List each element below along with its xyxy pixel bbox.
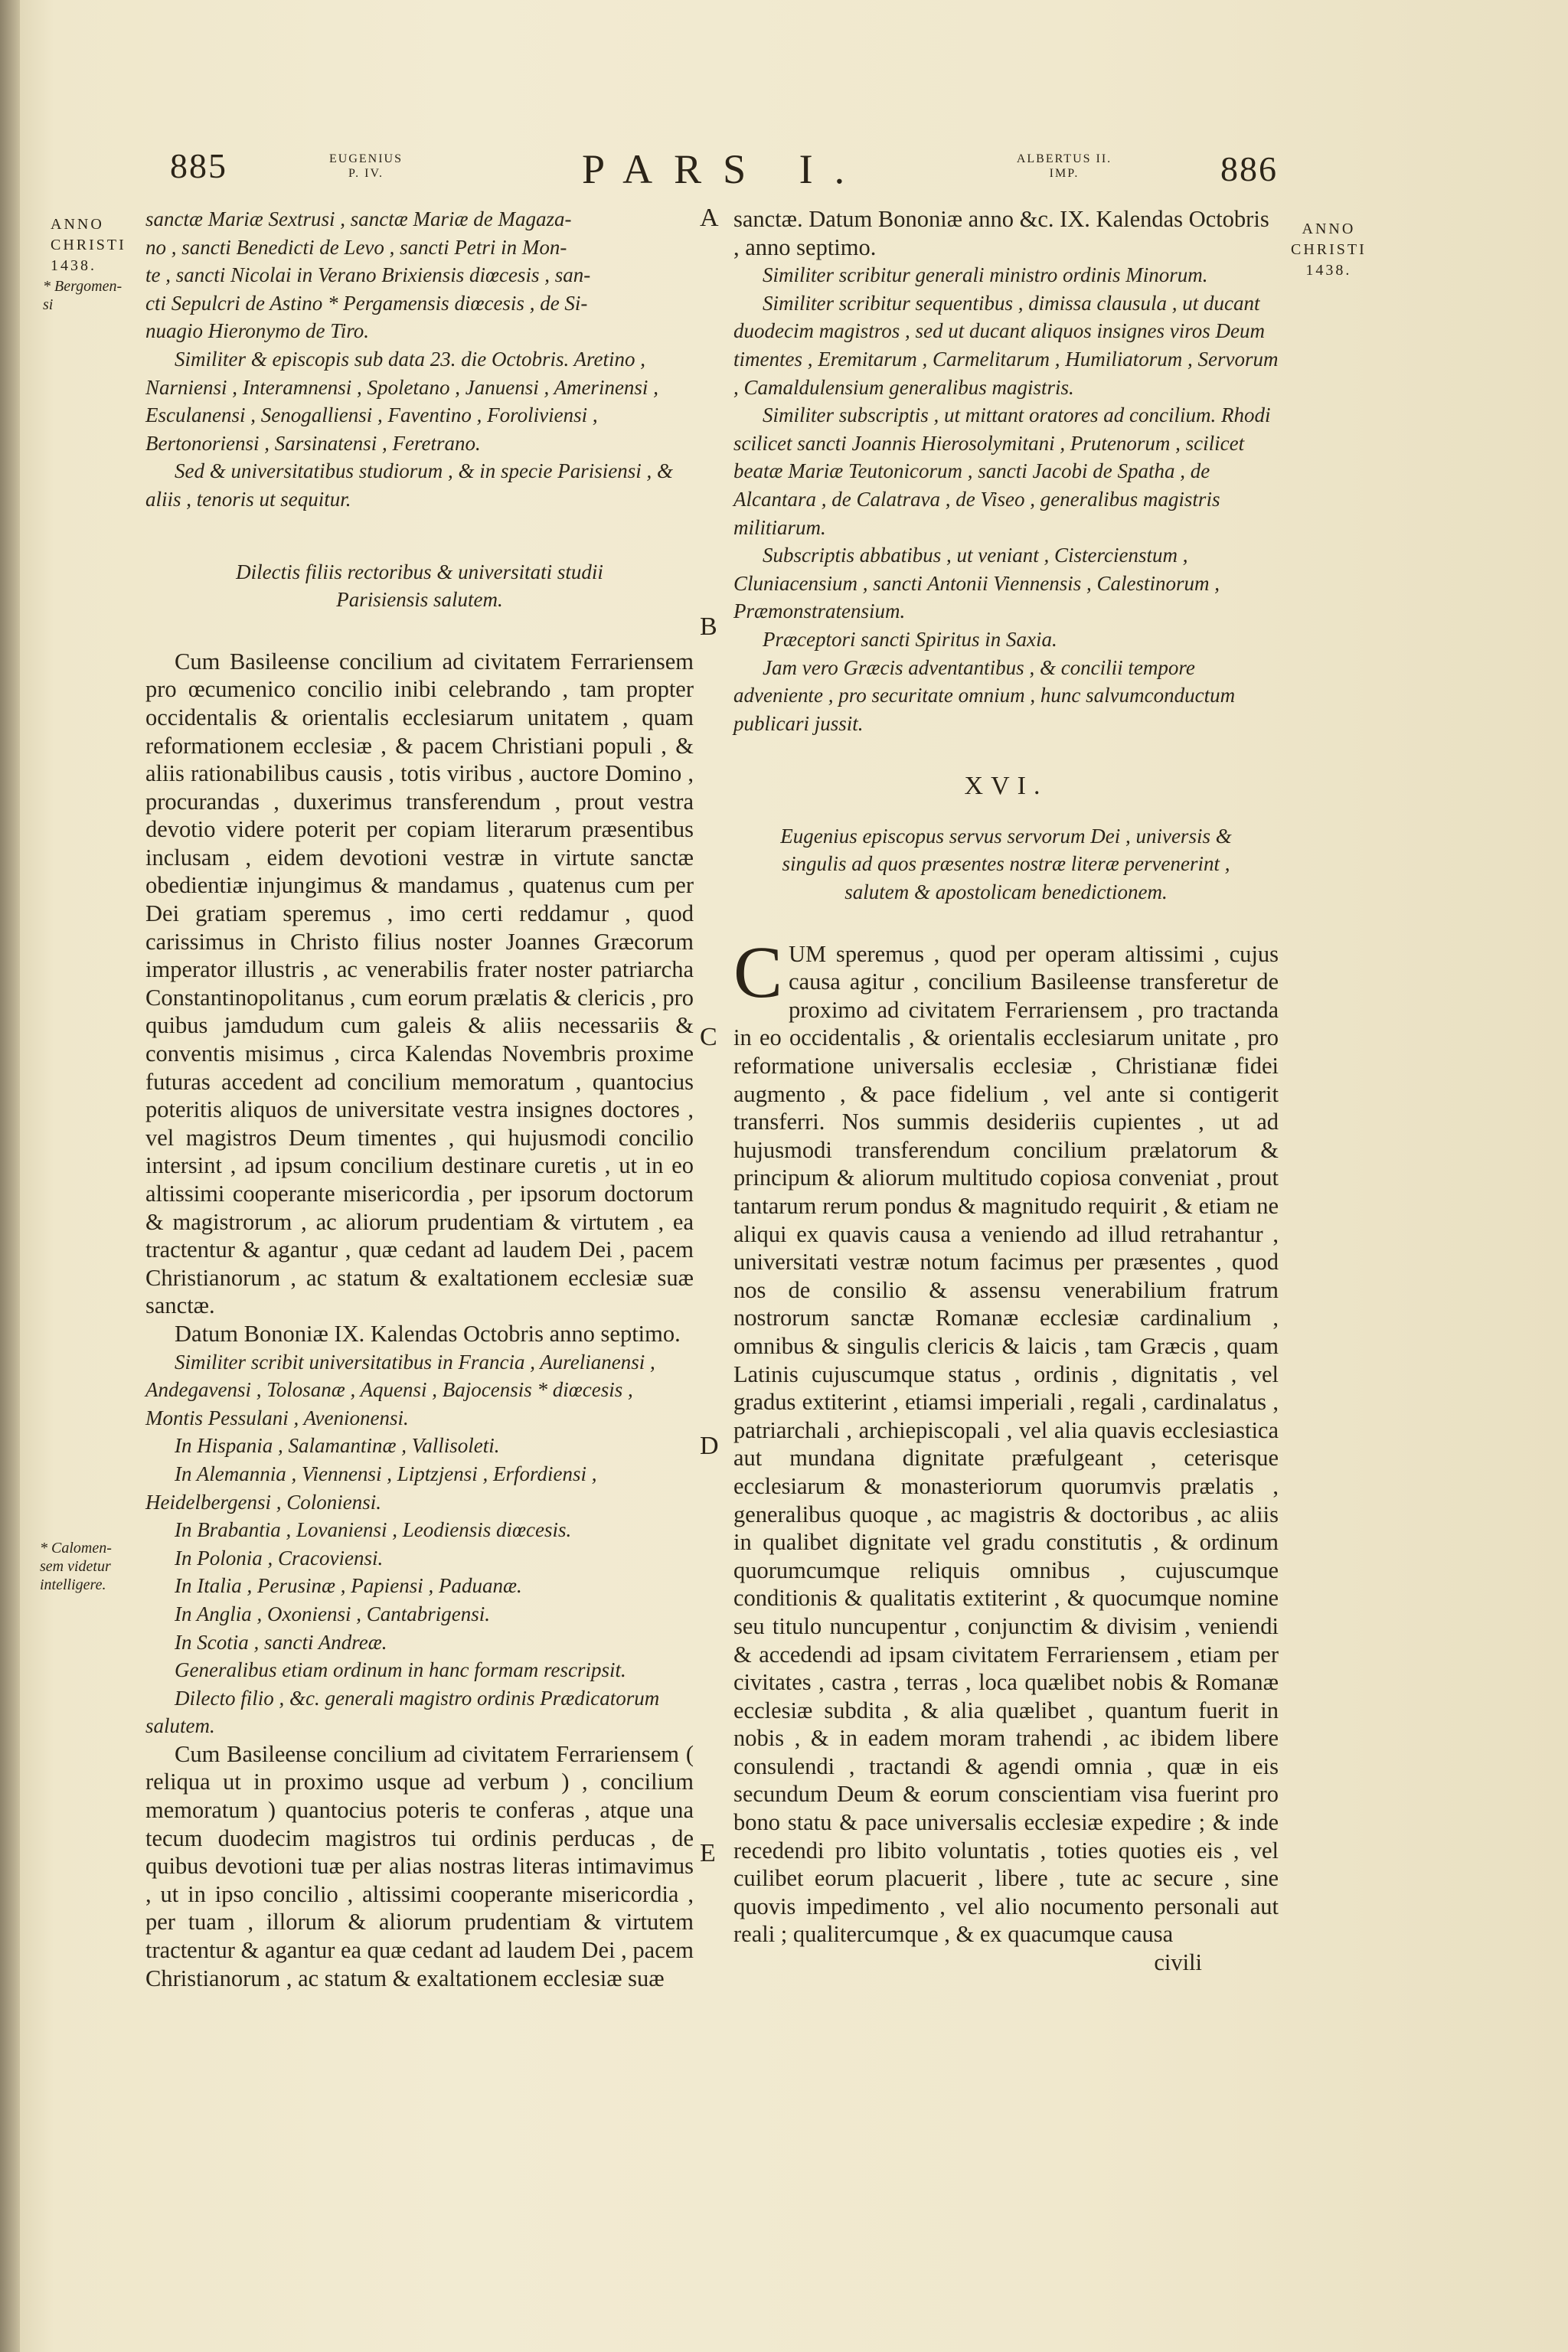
margin-year-left [51,214,126,276]
margin-year-line: 1438. [1305,262,1352,279]
address-line: Parisiensis salutem. [336,588,503,612]
nation-item: In Hispania , Salamantinæ , Vallisoleti. [175,1434,500,1458]
section-mark-d: D [700,1432,719,1460]
page-number-right: 886 [1220,149,1278,188]
running-head-left [320,152,412,181]
page-header [0,145,1568,199]
intro-line: te , sancti Nicolai in Verano Brixiensis diœcesis , san- [145,263,591,287]
second-letter-body: Cum Basileense concilium ad civitatem Ferrariensem ( reliqua ut in proximo usque ad verbum ) , concilium memoratum ) quantocius poteris te conferas , atque una tecum duodecim magistros tui ordinis perducas , de quibus devotioni tuæ per alias nostras literas intimavimus , ut in ipso concilio , altissimi cooperante misericordia , per tuam , illorum & aliorum prudentiam & virtutem tractentur & agantur ea quæ cedant ad laudem Dei , pacem Christianorum , ac statum & exaltationem ecclesiæ suæ [145,1740,694,1991]
nations-list [145,1432,694,1656]
document-numeral: XVI. [964,772,1048,801]
nation-item: In Italia , Perusinæ , Papiensi , Paduanæ. [175,1574,522,1598]
subscriptis-paragraph: Similiter subscriptis , ut mittant oratores ad concilium. Rhodi scilicet sancti Joannis Hierosolymitani , Prutenorum , scilicet beatæ Mariæ Teutonicorum , sancti Jacobi de Spatha , de Alcantara , de Calatrava , de Viseo , generalibus magistris militiarum. [733,403,1271,539]
sequentibus-paragraph: Similiter scribitur sequentibus , dimissa clausula , ut ducant duodecim magistros , sed ut ducant aliquos insignes viros Deum timentes , Eremitarum , Carmelitarum , Humiliatorum , Servorum , Camaldulensium generalibus magistris. [733,291,1279,399]
page-number-left: 885 [170,146,227,185]
universitatibus-paragraph: Sed & universitatibus studiorum , & in specie Parisiensi , & aliis , tenoris ut sequitur. [145,459,673,511]
intro-line: sanctæ Mariæ Sextrusi , sanctæ Mariæ de Magaza- [145,207,572,230]
nation-item: In Anglia , Oxoniensi , Cantabrigensi. [175,1602,490,1625]
nation-item: In Brabantia , Lovaniensi , Leodiensis diœcesis. [175,1518,572,1542]
bull-heading: Eugenius episcopus servus servorum Dei , universis & singulis ad quos præsentes nostræ literæ pervenerint , salutem & apostolicam benedictionem. [780,824,1232,904]
drop-cap: C [733,930,783,1013]
running-head-right-line: IMP. [1049,167,1080,180]
margin-note-bergomensi [43,277,122,314]
dilecto-address: Dilecto filio , &c. generali magistro ordinis Prædicatorum salutem. [145,1686,660,1738]
running-head-left-line: P. IV. [348,167,384,180]
section-mark-c: C [700,1023,717,1051]
running-head-left-line: EUGENIUS [329,152,403,165]
continuation-line: sanctæ. Datum Bononiæ anno &c. IX. Kalendas Octobris , anno septimo. [733,206,1269,260]
margin-note-line: sem videtur [40,1558,111,1575]
left-column [145,205,694,1992]
bull-body [733,930,1279,1949]
letter-address [145,558,694,614]
section-mark-a: A [700,204,719,232]
page-title: PARS I. [582,146,867,192]
book-binding-edge [0,0,20,2352]
margin-year-line: ANNO [51,216,104,233]
right-column [733,205,1279,1977]
letter-body: Cum Basileense concilium ad civitatem Ferrariensem pro œcumenico concilio inibi celebrando , tam propter occidentalis & orientalis ecclesiarum unitatem , quam reformationem ecclesiæ , & pacem Christiani populi , & aliis rationabilibus causis , totis viribus , auctore Domino , procurandas , duxerimus transferendum , prout vestra devotio videre poterit per copiam literarum præsentibus inclusam , eidem devotioni vestræ in virtute sanctæ obedientiæ injungimus & mandamus , quatenus cum per Dei gratiam speremus , imo certi reddamur , quod carissimus in Christo filius noster Joannes Græcorum imperator illustris , ac venerabilis frater noster patriarcha Constantinopolitanus , cum eorum prælatis & clericis , pro quibus jamdudum cum galeis & aliis necessariis & conventis misimus , circa Kalendas Novembris proxime futuras accedent ad concilium memoratum , quantocius poteritis aliquos de universitate vestra insignes doctores , vel magistros Deum timentes , qui hujusmodi concilio intersint , ad ipsum concilium destinare curetis , ut in eo altissimi cooperante misericordia , per ipsorum doctorum & magistrorum , ac aliorum prudentiam & virtutem , ea tractentur & agantur , quæ cedant ad laudem Dei , pacem Christianorum , ac statum & exaltationem ecclesiæ suæ sanctæ. [145,648,694,1319]
intro-line: cti Sepulcri de Astino * Pergamensis diœcesis , de Si- [145,291,588,315]
margin-note-line: * Calomen- [40,1540,112,1557]
graecis-paragraph: Jam vero Græcis adventantibus , & concilii tempore adveniente , pro securitate omnium , hunc salvumconductum publicari jussit. [733,655,1236,735]
praeceptori-line: Præceptori sancti Spiritus in Saxia. [763,627,1057,651]
margin-note-line: * Bergomen- [43,278,122,295]
margin-year-line: CHRISTI [1291,241,1367,258]
intro-list [145,205,694,345]
nation-item: In Scotia , sancti Andreæ. [175,1630,387,1654]
section-mark-e: E [700,1839,716,1867]
running-head-right [1003,152,1125,181]
universitatibus-francia: Similiter scribit universitatibus in Francia , Aurelianensi , Andegavensi , Tolosanæ , Aquensi , Bajocensis * diœcesis , Montis Pessulani , Avenionensi. [145,1350,655,1429]
address-line: Dilectis filiis rectoribus & universitati studii [236,560,603,583]
minister-line: Similiter scribitur generali ministro ordinis Minorum. [763,263,1208,287]
generalibus-line: Generalibus etiam ordinum in hanc formam rescripsit. [175,1658,626,1682]
running-head-right-line: ALBERTUS II. [1016,152,1112,165]
section-mark-b: B [700,612,717,641]
abbatibus-paragraph: Subscriptis abbatibus , ut veniant , Cistercienstum , Cluniacensium , sancti Antonii Viennensis , Calestinorum , Præmonstratensium. [733,544,1220,623]
intro-line: no , sancti Benedicti de Levo , sancti Petri in Mon- [145,235,567,259]
margin-year-right [1291,219,1367,281]
nation-item: In Alemannia , Viennensi , Liptzjensi , Erfordiensi , Heidelbergensi , Coloniensi. [145,1462,597,1514]
nation-item: In Polonia , Cracoviensi. [175,1546,384,1570]
margin-year-line: CHRISTI [51,237,126,253]
catchword: civili [1154,1949,1202,1976]
bull-text: UM speremus , quod per operam altissimi , cujus causa agitur , concilium Basileense transferetur de proximo ad civitatem Ferrariensem , pro tractanda in eo occidentalis , & orientalis ecclesiarum unitate , pro reformatione universalis ecclesiæ , Christianæ fidei augmento , & pace fidelium , vel ante si contigerit transferri. Nos summis desideriis cupientes , ut ad hujusmodi transferendum concilium prælatorum & principum & aliorum multitudo copiosa conveniat , prout tantarum rerum pondus & magnitudo requirit , & etiam ne aliqui ex quavis causa a veniendo ad illud retrahantur , universitati vestræ notum facimus per præsentes , quod nos de consilio & assensu venerabilium fratrum nostrorum sanctæ Romanæ ecclesiæ cardinalium , omnibus & singulis clericis & laicis , tam Græcis , quam Latinis cujuscumque status , ordinis , dignitatis , vel gradus extiterint , etiamsi imperiali , regali , cardinalatus , patriarchali , archiepiscopali , vel alia quavis ecclesiastica aut mundana dignitate præfulgeant , ceterisque ecclesiarum & monasteriorum quorumvis prælatis , generalibus quoque , ac magistris & doctoribus , ac aliis in qualibet dignitate vel gradu constitutis , & ordinum quorumcumque reliquis omnibus , cujuscumque conditionis & qualitatis extiterint , & quocumque nomine seu titulo nuncupentur , conjunctim & divisim , veniendi & accedendi ad ipsam civitatem Ferrariensem , etiam per civitates , castra , terras , loca quælibet nobis & Romanæ ecclesiæ subdita , & alia quælibet , quantum fuerit in nobis , & in eadem moram trahendi , ac ibidem libere consulendi , tractandi & agendi omnia , quæ in eis secundum Deum & eorum conscientiam visa fuerint pro bono statu & pace universalis ecclesiæ expedire ; & inde recedendi pro libito voluntatis , toties quoties eis , vel cuilibet eorum placuerit , libere , tute ac secure , sine quovis impedimento , vel alio nocumento personali aut reali ; qualitercumque , & ex quacumque causa [733,940,1279,1948]
margin-note-line: intelligere. [40,1576,106,1593]
intro-line: nuagio Hieronymo de Tiro. [145,319,369,343]
episcopis-paragraph: Similiter & episcopis sub data 23. die Octobris. Aretino , Narniensi , Interamnensi , Spoletano , Januensi , Amerinensi , Esculanensi , Senogalliensi , Faventino , Foroliviensi , Bertonoriensi , Sarsinatensi , Feretrano. [145,347,658,455]
margin-year-line: ANNO [1302,220,1356,237]
margin-note-calomensem [40,1539,112,1594]
margin-note-line: si [43,296,54,313]
datum-line: Datum Bononiæ IX. Kalendas Octobris anno septimo. [175,1320,681,1347]
margin-year-line: 1438. [51,257,96,274]
